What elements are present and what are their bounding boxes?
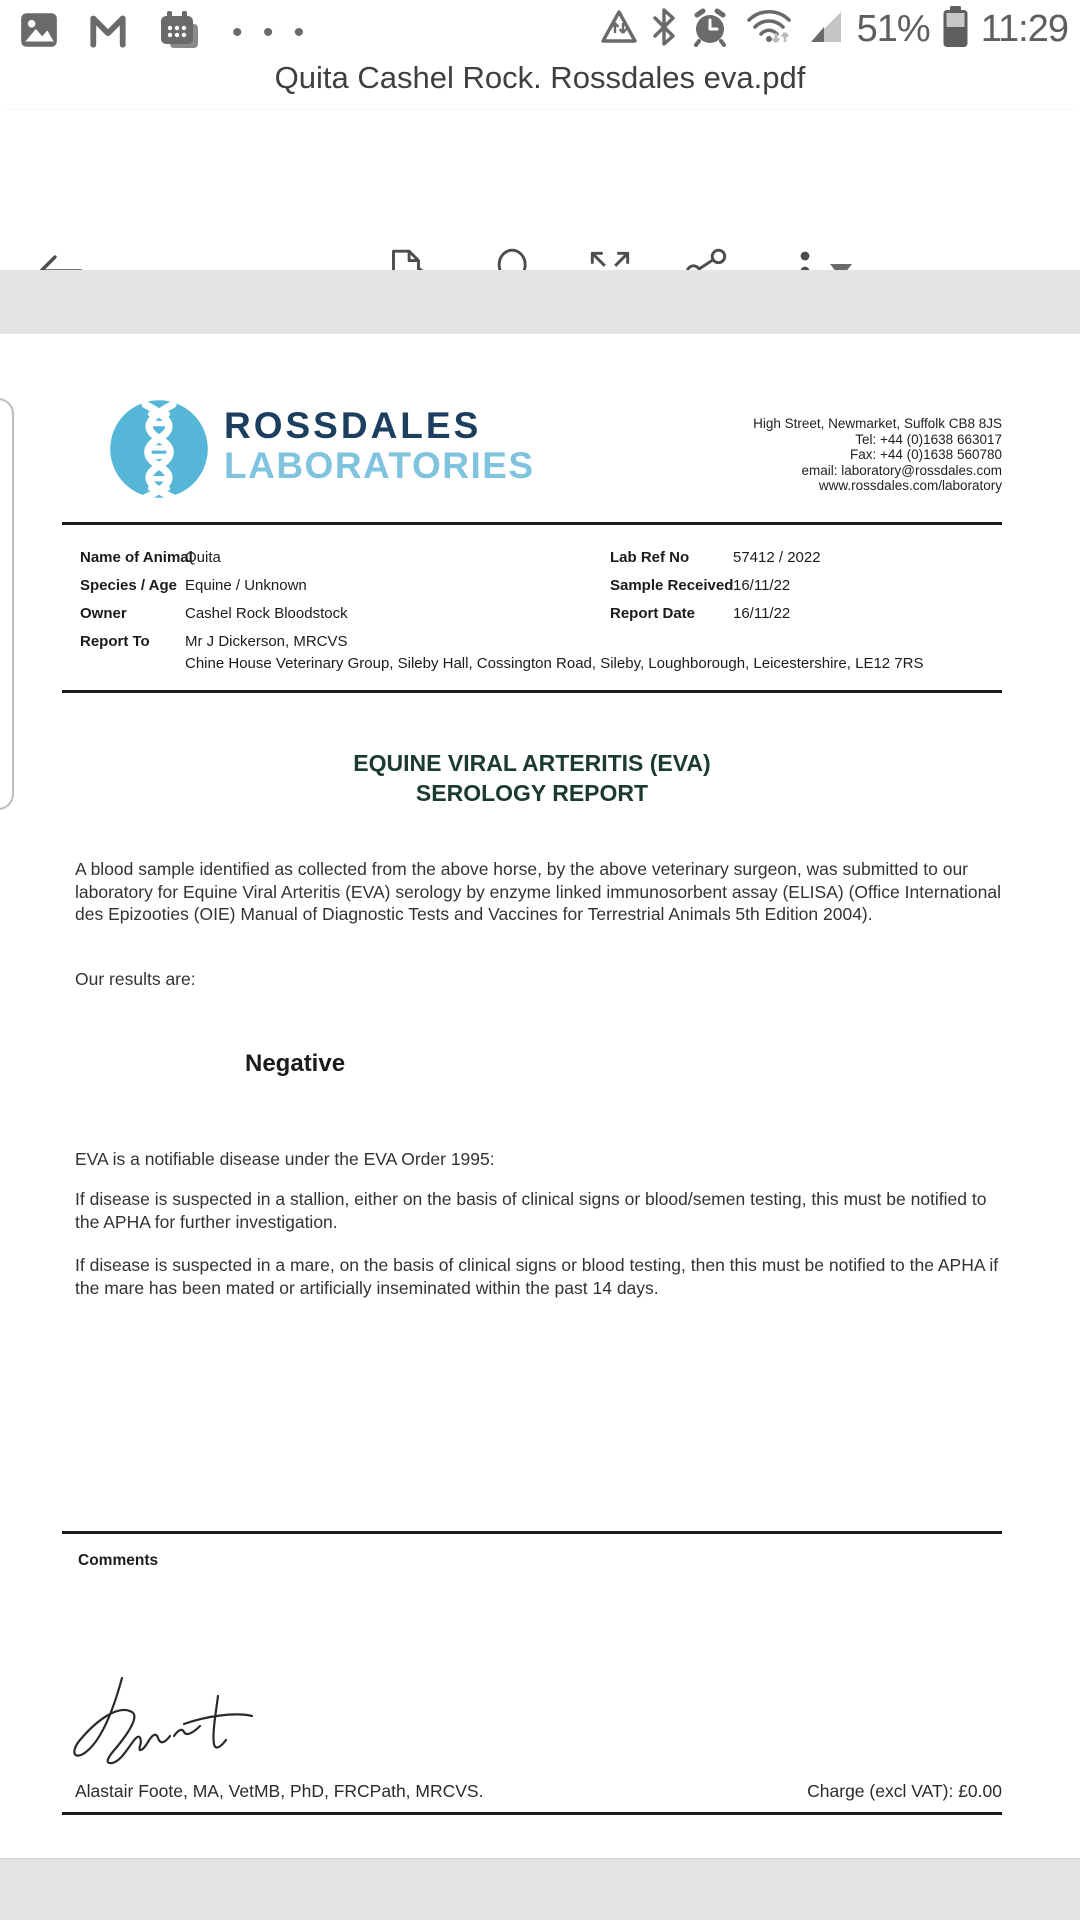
detail-label: Report To [80, 633, 150, 650]
logo-line2: LABORATORIES [224, 444, 535, 486]
mare-paragraph: If disease is suspected in a mare, on the basis of clinical signs or blood testing, then this must be notified to the APHA if the mare has been mated or artificially inseminated within the past 14 days. [75, 1255, 999, 1298]
status-bar [0, 0, 1080, 58]
notification-icons [18, 8, 310, 57]
contact-line: Fax: +44 (0)1638 560780 [850, 447, 1002, 462]
viewer-background-top [0, 270, 1080, 334]
report-to-address: Chine House Veterinary Group, Sileby Hall, Cossington Road, Sileby, Loughborough, Leicestershire, LE12 7RS [185, 655, 924, 672]
detail-value: Equine / Unknown [185, 577, 307, 594]
logo-line1: ROSSDALES [224, 405, 482, 446]
notifiable-paragraph: EVA is a notifiable disease under the EVA Order 1995: [75, 1149, 495, 1169]
detail-label: Sample Received [610, 577, 734, 594]
detail-value: 16/11/22 [733, 577, 791, 594]
stallion-paragraph: If disease is suspected in a stallion, either on the basis of clinical signs or blood/semen testing, this must be notified to the APHA for further investigation. [75, 1189, 987, 1232]
signature-image [66, 1660, 316, 1785]
results-intro: Our results are: [75, 969, 196, 989]
alarm-icon [689, 7, 731, 52]
gallery-icon [18, 9, 60, 56]
battery-icon [942, 6, 969, 53]
gmail-icon [86, 9, 130, 56]
report-title-line1: EQUINE VIRAL ARTERITIS (EVA) [353, 750, 711, 776]
clock-text: 11:29 [980, 8, 1068, 50]
comments-label: Comments [78, 1552, 159, 1569]
pdf-toolbar [0, 110, 1080, 270]
detail-label: Report Date [610, 605, 696, 622]
signal-icon [807, 8, 845, 51]
body-paragraph-1: A blood sample identified as collected from the above horse, by the above veterinary surgeon, was submitted to our laboratory for Equine Viral Arteritis (EVA) serology by enzyme linked immunosorbent assay (ELISA) (Office International des Epizooties (OIE) Manual of Diagnostic Tests and Vaccines for Terrestrial Animals 5th Edition 2004). [75, 859, 1001, 924]
lab-contact-block [753, 416, 1002, 494]
pdf-page [0, 334, 1080, 1858]
detail-value: Mr J Dickerson, MRCVS [185, 633, 348, 650]
detail-label: Species / Age [80, 577, 177, 594]
signoff-name: Alastair Foote, MA, VetMB, PhD, FRCPath, MRCVS. [75, 1781, 484, 1801]
divider [62, 1531, 1002, 1534]
contact-line: Tel: +44 (0)1638 663017 [855, 431, 1002, 447]
contact-line: email: laboratory@rossdales.com [801, 462, 1002, 478]
rossdales-dna-logo-icon [106, 396, 212, 507]
viewer-background-bottom [0, 1858, 1080, 1920]
previous-page-edge [0, 398, 14, 810]
contact-line: High Street, Newmarket, Suffolk CB8 8JS [753, 416, 1002, 431]
detail-label: Owner [80, 605, 127, 622]
detail-value: 57412 / 2022 [733, 549, 821, 566]
bluetooth-icon [651, 7, 677, 52]
detail-value: 16/11/22 [733, 605, 791, 622]
signoff-charge: Charge (excl VAT): £0.00 [807, 1781, 1002, 1801]
rossdales-wordmark [224, 406, 535, 486]
system-status-icons [599, 6, 1068, 53]
divider [62, 1812, 1002, 1815]
detail-label: Name of Animal [80, 549, 193, 566]
file-title: Quita Cashel Rock. Rossdales eva.pdf [274, 60, 806, 95]
wifi-icon [743, 6, 795, 53]
contact-line: www.rossdales.com/laboratory [818, 478, 1002, 493]
divider [62, 690, 1002, 693]
detail-label: Lab Ref No [610, 549, 690, 566]
data-saver-icon [599, 8, 639, 51]
battery-percent: 51% [856, 8, 930, 50]
detail-value: Quita [185, 549, 221, 566]
more-notifications-icon: • • • [232, 15, 311, 49]
result-value: Negative [245, 1050, 346, 1077]
divider [62, 522, 1002, 525]
calendar-icon [156, 8, 202, 57]
detail-value: Cashel Rock Bloodstock [185, 605, 348, 622]
report-title-line2: SEROLOGY REPORT [415, 780, 649, 806]
